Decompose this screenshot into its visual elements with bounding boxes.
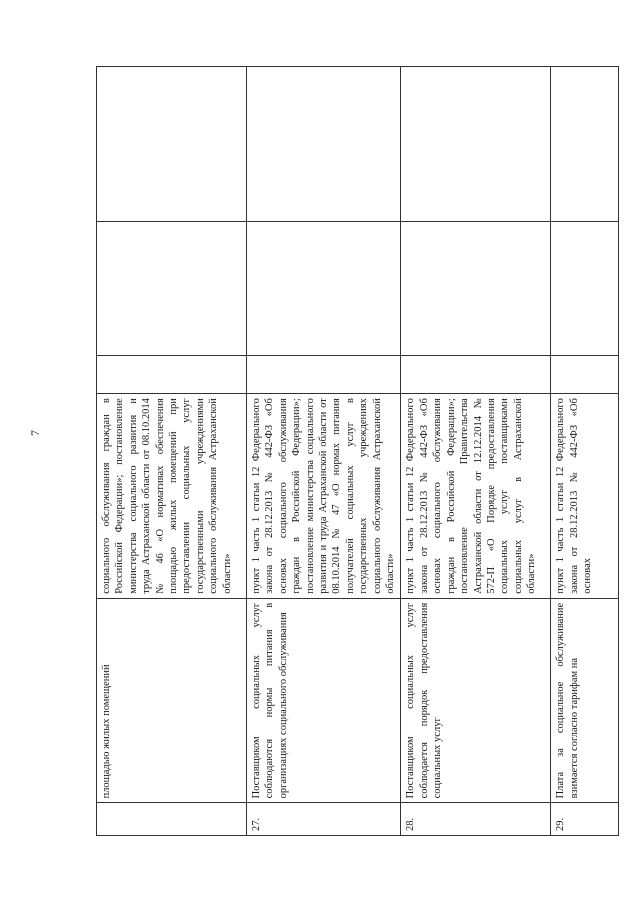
legal-basis-label: социального обслуживания граждан в Российской Федерации»; постановление министерства социального развития и труда Астраханской области от 08.10.2014 № 46 «О нормативах обеспечения площадью жилых помещений при предоставлении социальных услуг государственными учреждениями социального обслуживания Астраханской области» — [101, 398, 233, 594]
row-number: 28. — [401, 803, 551, 836]
requirement-label: Поставщиком социальных услуг соблюдается порядок предоставления социальных услуг — [405, 602, 444, 799]
requirement-label: Поставщиком социальных услуг соблюдаются нормы питания в организациях социального обслуживания — [251, 602, 289, 799]
rotated-table-wrapper — [96, 66, 614, 836]
empty-cell — [247, 356, 401, 394]
empty-cell — [97, 222, 247, 356]
empty-cell — [97, 356, 247, 394]
table-row — [551, 67, 619, 836]
legal-basis-text — [247, 394, 401, 599]
legal-basis-text — [551, 394, 619, 599]
legal-basis-label: пункт 1 часть 1 статьи 12 Федерального закона от 28.12.2013 № 442-ФЗ «Об основах социального обслуживания граждан в Российской Федерации»; постановление министерства социального развития и труда Астраханской области от 08.10.2014 № 47 «О нормах питания получателей социальных услуг в государственных учреждениях социального обслуживания Астраханской области» — [251, 398, 397, 594]
empty-cell — [247, 222, 401, 356]
legal-basis-text — [401, 394, 551, 599]
requirement-text — [551, 598, 619, 803]
requirement-text — [97, 598, 247, 803]
table-row — [401, 67, 551, 836]
requirement-label: Плата за социальное обслуживание взимается согласно тарифам на — [555, 602, 580, 799]
legal-basis-label: пункт 1 часть 1 статьи 12 Федерального закона от 28.12.2013 № 442-ФЗ «Об основах — [555, 398, 594, 594]
legal-basis-text — [97, 394, 247, 599]
page-number: 7 — [28, 430, 42, 436]
requirements-table — [96, 66, 619, 836]
empty-cell — [551, 67, 619, 222]
requirement-text — [247, 598, 401, 803]
requirement-label: площадью жилых помещений — [101, 664, 112, 799]
empty-cell — [551, 356, 619, 394]
table-row — [247, 67, 401, 836]
row-number: 29. — [551, 803, 619, 836]
empty-cell — [401, 67, 551, 222]
empty-cell — [401, 356, 551, 394]
requirement-text — [401, 598, 551, 803]
legal-basis-label: пункт 1 часть 1 статьи 12 Федерального закона от 28.12.2013 № 442-ФЗ «Об основах социального обслуживания граждан в Российской Федерации»; постановление Правительства Астраханской области от 12.12.2014 № 572-П «О Порядке предоставления социальных услуг поставщиками социальных услуг в Астраханской области» — [405, 398, 538, 594]
empty-cell — [97, 67, 247, 222]
empty-cell — [401, 222, 551, 356]
table-row — [97, 67, 247, 836]
empty-cell — [247, 67, 401, 222]
row-number: 27. — [247, 803, 401, 836]
row-number — [97, 803, 247, 836]
empty-cell — [551, 222, 619, 356]
